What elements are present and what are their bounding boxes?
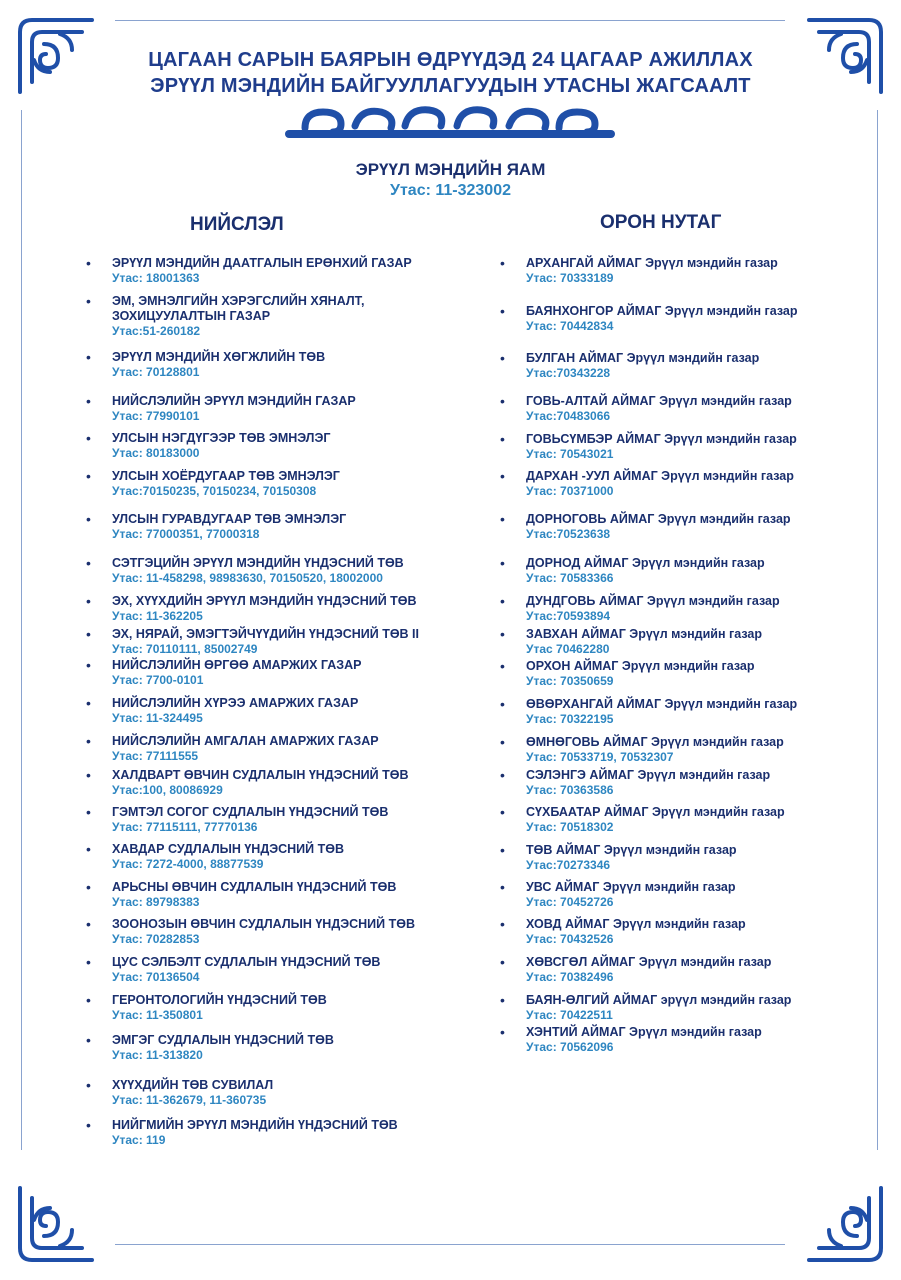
bullet-icon: • bbox=[500, 804, 505, 820]
bullet-icon: • bbox=[86, 593, 91, 609]
org-name-text: ДУНДГОВЬ АЙМАГ bbox=[526, 594, 644, 608]
corner-ornament-bottom-left-icon bbox=[12, 1178, 102, 1268]
bullet-icon: • bbox=[500, 303, 505, 319]
list-item bbox=[86, 841, 344, 872]
org-subtitle: Эрүүл мэндийн газар bbox=[651, 805, 785, 819]
list-item bbox=[86, 468, 340, 499]
list-item bbox=[86, 593, 417, 624]
cloud-ornament-icon bbox=[285, 102, 615, 142]
bullet-icon: • bbox=[86, 954, 91, 970]
list-item bbox=[500, 303, 798, 334]
org-name bbox=[112, 294, 472, 324]
org-subtitle: Эрүүл мэндийн газар bbox=[657, 512, 791, 526]
list-item bbox=[86, 349, 326, 380]
org-name bbox=[526, 432, 797, 447]
org-name bbox=[112, 696, 358, 711]
org-name-text: НИЙГМИЙН ЭРҮҮЛ МЭНДИЙН ҮНДЭСНИЙ ТӨВ bbox=[112, 1118, 398, 1132]
org-name-text: ЭРҮҮЛ МЭНДИЙН ДААТГАЛЫН ЕРӨНХИЙ ГАЗАР bbox=[112, 256, 412, 270]
org-name-text: БАЯН-ӨЛГИЙ АЙМАГ bbox=[526, 993, 658, 1007]
bullet-icon: • bbox=[500, 468, 505, 484]
org-phone: Утас: 70350659 bbox=[526, 674, 614, 688]
org-name-text: ОРХОН АЙМАГ bbox=[526, 659, 619, 673]
org-name-text: ЭРҮҮЛ МЭНДИЙН ХӨГЖЛИЙН ТӨВ bbox=[112, 350, 326, 364]
list-item bbox=[500, 555, 765, 586]
org-subtitle: Эрүүл мэндийн газар bbox=[613, 917, 746, 931]
org-subtitle: Эрүүл мэндийн газар bbox=[626, 351, 760, 365]
org-name bbox=[526, 351, 759, 366]
org-phone: Утас: 77990101 bbox=[112, 409, 200, 423]
bullet-icon: • bbox=[86, 349, 91, 365]
org-name bbox=[112, 394, 356, 409]
org-name-text: СЭТГЭЦИЙН ЭРҮҮЛ МЭНДИЙН ҮНДЭСНИЙ ТӨВ bbox=[112, 556, 404, 570]
org-name bbox=[526, 768, 770, 783]
org-subtitle: Эрүүл мэндийн газар bbox=[646, 594, 780, 608]
bullet-icon: • bbox=[500, 511, 505, 527]
bullet-icon: • bbox=[500, 593, 505, 609]
bullet-icon: • bbox=[500, 626, 505, 642]
org-name-text: ГОВЬСҮМБЭР АЙМАГ bbox=[526, 432, 661, 446]
org-subtitle: Эрүүл мэндийн газар bbox=[629, 627, 762, 641]
org-subtitle: Эрүүл мэндийн газар bbox=[659, 394, 792, 408]
org-name-text: ХЭНТИЙ АЙМАГ bbox=[526, 1025, 626, 1039]
org-name bbox=[526, 556, 765, 571]
org-phone: Утас: 11-313820 bbox=[112, 1048, 203, 1062]
org-name-text: АРХАНГАЙ АЙМАГ bbox=[526, 256, 642, 270]
right-border-line bbox=[877, 110, 878, 1150]
bullet-icon: • bbox=[86, 511, 91, 527]
org-name-text: СҮХБААТАР АЙМАГ bbox=[526, 805, 649, 819]
bottom-border-line bbox=[115, 1244, 785, 1245]
org-phone: Утас: 70333189 bbox=[526, 271, 614, 285]
org-name-text: ТӨВ АЙМАГ bbox=[526, 843, 601, 857]
list-item bbox=[86, 733, 379, 764]
list-item bbox=[500, 734, 784, 765]
org-phone: Утас: 11-324495 bbox=[112, 711, 203, 725]
org-name-text: ЗООНОЗЫН ӨВЧИН СУДЛАЛЫН ҮНДЭСНИЙ ТӨВ bbox=[112, 917, 415, 931]
org-name bbox=[526, 512, 791, 527]
org-name bbox=[112, 993, 327, 1008]
list-item bbox=[86, 916, 415, 947]
page-title-line-1: ЦАГААН САРЫН БАЯРЫН ӨДРҮҮДЭД 24 ЦАГААР АЖИЛЛАХ bbox=[148, 49, 753, 71]
org-phone: Утас: 119 bbox=[112, 1133, 166, 1147]
org-phone: Утас:70273346 bbox=[526, 858, 611, 872]
org-name-text: НИЙСЛЭЛИЙН ХҮРЭЭ АМАРЖИХ ГАЗАР bbox=[112, 696, 359, 710]
bullet-icon: • bbox=[500, 658, 505, 674]
org-phone: Утас: 7700-0101 bbox=[112, 673, 204, 687]
list-item bbox=[86, 992, 327, 1023]
bullet-icon: • bbox=[500, 842, 505, 858]
list-item bbox=[86, 695, 359, 726]
org-name-text: ӨВӨРХАНГАЙ АЙМАГ bbox=[526, 697, 662, 711]
org-phone: Утас: 89798383 bbox=[112, 895, 200, 909]
list-item bbox=[86, 657, 362, 688]
org-name-text: ДОРНОД АЙМАГ bbox=[526, 556, 629, 570]
list-item bbox=[500, 1024, 762, 1055]
org-name-text: ГОВЬ-АЛТАЙ АЙМАГ bbox=[526, 394, 656, 408]
org-phone: Утас:51-260182 bbox=[112, 324, 201, 338]
org-name bbox=[526, 594, 780, 609]
org-name bbox=[526, 469, 794, 484]
list-item bbox=[86, 626, 420, 657]
bullet-icon: • bbox=[500, 954, 505, 970]
org-name bbox=[526, 697, 797, 712]
org-name-text: НИЙСЛЭЛИЙН АМГАЛАН АМАРЖИХ ГАЗАР bbox=[112, 734, 379, 748]
org-name bbox=[526, 880, 736, 895]
org-phone: Утас:70593894 bbox=[526, 609, 611, 623]
bullet-icon: • bbox=[86, 1077, 91, 1093]
org-subtitle: Эрүүл мэндийн газар bbox=[621, 659, 755, 673]
org-name-text: ХӨВСГӨЛ АЙМАГ bbox=[526, 955, 636, 969]
list-item bbox=[86, 1077, 274, 1108]
org-phone: Утас:70150235, 70150234, 70150308 bbox=[112, 484, 317, 498]
org-name-text: СЭЛЭНГЭ АЙМАГ bbox=[526, 768, 634, 782]
org-name-text: ХҮҮХДИЙН ТӨВ СУВИЛАЛ bbox=[112, 1078, 274, 1092]
org-name bbox=[112, 594, 417, 609]
bullet-icon: • bbox=[86, 1032, 91, 1048]
list-item bbox=[86, 293, 472, 339]
org-name bbox=[526, 627, 762, 642]
top-border-line bbox=[115, 20, 785, 21]
org-name bbox=[112, 658, 361, 673]
org-name bbox=[112, 350, 325, 365]
org-phone: Утас: 70110111, 85002749 bbox=[112, 642, 258, 656]
list-item bbox=[86, 954, 381, 985]
list-item bbox=[500, 511, 791, 542]
page-title-line-2: ЭРҮҮЛ МЭНДИЙН БАЙГУУЛЛАГУУДЫН УТАСНЫ ЖАГСААЛТ bbox=[150, 75, 751, 97]
org-phone: Утас: 70518302 bbox=[526, 820, 614, 834]
bullet-icon: • bbox=[500, 1024, 505, 1040]
org-name bbox=[112, 556, 404, 571]
bullet-icon: • bbox=[500, 916, 505, 932]
list-item bbox=[86, 804, 389, 835]
bullet-icon: • bbox=[86, 879, 91, 895]
org-name bbox=[526, 917, 746, 932]
list-item bbox=[500, 431, 797, 462]
list-item bbox=[86, 430, 331, 461]
bullet-icon: • bbox=[86, 626, 91, 642]
org-phone: Утас: 70562096 bbox=[526, 1040, 614, 1054]
org-phone: Утас: 77115111, 77770136 bbox=[112, 820, 258, 834]
list-item bbox=[86, 767, 409, 798]
bullet-icon: • bbox=[500, 696, 505, 712]
list-item bbox=[500, 255, 778, 286]
org-name-text: ӨМНӨГОВЬ АЙМАГ bbox=[526, 735, 648, 749]
org-subtitle: Эрүүл мэндийн газар bbox=[631, 556, 765, 570]
regional-heading: ОРОН НУТАГ bbox=[600, 212, 722, 233]
org-subtitle: Эрүүл мэндийн газар bbox=[602, 880, 736, 894]
list-item bbox=[86, 393, 356, 424]
bullet-icon: • bbox=[86, 841, 91, 857]
org-phone: Утас: 70363586 bbox=[526, 783, 614, 797]
org-subtitle: Эрүүл мэндийн газар bbox=[637, 768, 771, 782]
org-phone: Утас: 70136504 bbox=[112, 970, 200, 984]
org-phone: Утас: 77000351, 77000318 bbox=[112, 527, 260, 541]
org-name-text: БУЛГАН АЙМАГ bbox=[526, 351, 624, 365]
bullet-icon: • bbox=[500, 734, 505, 750]
org-name-text: ХАВДАР СУДЛАЛЫН ҮНДЭСНИЙ ТӨВ bbox=[112, 842, 344, 856]
org-name-text: НИЙСЛЭЛИЙН ӨРГӨӨ АМАРЖИХ ГАЗАР bbox=[112, 658, 362, 672]
bullet-icon: • bbox=[500, 255, 505, 271]
org-subtitle: Эрүүл мэндийн газар bbox=[638, 955, 772, 969]
org-phone: Утас:70523638 bbox=[526, 527, 611, 541]
org-name bbox=[526, 1025, 762, 1040]
org-phone: Утас: 11-362205 bbox=[112, 609, 203, 623]
org-name-text: АРЬСНЫ ӨВЧИН СУДЛАЛЫН ҮНДЭСНИЙ ТӨВ bbox=[112, 880, 397, 894]
org-name-text: ДОРНОГОВЬ АЙМАГ bbox=[526, 512, 655, 526]
bullet-icon: • bbox=[86, 430, 91, 446]
org-phone: Утас: 11-362679, 11-360735 bbox=[112, 1093, 267, 1107]
list-item bbox=[500, 767, 771, 798]
org-name-text: ДАРХАН -УУЛ АЙМАГ bbox=[526, 469, 658, 483]
list-item bbox=[500, 393, 792, 424]
list-item bbox=[500, 593, 780, 624]
org-phone: Утас: 7272-4000, 88877539 bbox=[112, 857, 264, 871]
bullet-icon: • bbox=[86, 916, 91, 932]
org-name-text: ГЕРОНТОЛОГИЙН ҮНДЭСНИЙ ТӨВ bbox=[112, 993, 327, 1007]
list-item bbox=[500, 916, 746, 947]
bullet-icon: • bbox=[86, 293, 91, 309]
org-name-text: ЭМГЭГ СУДЛАЛЫН ҮНДЭСНИЙ ТӨВ bbox=[112, 1033, 334, 1047]
bullet-icon: • bbox=[86, 767, 91, 783]
org-subtitle: Эрүүл мэндийн газар bbox=[664, 697, 798, 711]
org-name bbox=[112, 1118, 398, 1133]
left-border-line bbox=[21, 110, 22, 1150]
list-item bbox=[86, 879, 397, 910]
org-name bbox=[112, 880, 396, 895]
org-name bbox=[112, 627, 419, 642]
org-name bbox=[112, 734, 379, 749]
org-subtitle: Эрүүл мэндийн газар bbox=[645, 256, 778, 270]
org-phone: Утас: 77111555 bbox=[112, 749, 199, 763]
org-name-text: НИЙСЛЭЛИЙН ЭРҮҮЛ МЭНДИЙН ГАЗАР bbox=[112, 394, 356, 408]
org-phone: Утас: 70432526 bbox=[526, 932, 614, 946]
org-phone: Утас:70483066 bbox=[526, 409, 611, 423]
list-item bbox=[500, 658, 755, 689]
org-phone: Утас: 70422511 bbox=[526, 1008, 613, 1022]
org-name bbox=[526, 304, 797, 319]
bullet-icon: • bbox=[86, 555, 91, 571]
list-item bbox=[86, 1032, 334, 1063]
org-phone: Утас: 70442834 bbox=[526, 319, 614, 333]
org-phone: Утас:70343228 bbox=[526, 366, 611, 380]
ministry-phone: Утас: 11-323002 bbox=[390, 182, 511, 199]
list-item bbox=[500, 842, 737, 873]
org-name bbox=[112, 256, 412, 271]
org-name bbox=[526, 805, 785, 820]
org-subtitle: Эрүүл мэндийн газар bbox=[629, 1025, 762, 1039]
org-name bbox=[112, 469, 340, 484]
list-item bbox=[500, 992, 792, 1023]
org-phone: Утас: 80183000 bbox=[112, 446, 200, 460]
bullet-icon: • bbox=[500, 767, 505, 783]
list-item bbox=[500, 696, 798, 727]
org-name-text: УЛСЫН НЭГДҮГЭЭР ТӨВ ЭМНЭЛЭГ bbox=[112, 431, 331, 445]
org-name-text: ЭХ, ХҮҮХДИЙН ЭРҮҮЛ МЭНДИЙН ҮНДЭСНИЙ ТӨВ bbox=[112, 594, 417, 608]
list-item bbox=[86, 1117, 398, 1148]
org-phone: Утас: 70452726 bbox=[526, 895, 614, 909]
bullet-icon: • bbox=[86, 393, 91, 409]
org-name bbox=[526, 735, 784, 750]
org-name-text: УЛСЫН ГУРАВДУГААР ТӨВ ЭМНЭЛЭГ bbox=[112, 512, 347, 526]
org-name bbox=[526, 993, 791, 1008]
org-phone: Утас: 11-458298, 98983630, 70150520, 18002000 bbox=[112, 571, 383, 585]
bullet-icon: • bbox=[86, 804, 91, 820]
org-subtitle: Эрүүл мэндийн газар bbox=[651, 735, 784, 749]
org-subtitle: Эрүүл мэндийн газар bbox=[661, 469, 794, 483]
org-name-text: ХОВД АЙМАГ bbox=[526, 917, 610, 931]
bullet-icon: • bbox=[86, 695, 91, 711]
bullet-icon: • bbox=[500, 555, 505, 571]
org-name bbox=[112, 431, 330, 446]
bullet-icon: • bbox=[500, 431, 505, 447]
org-name bbox=[526, 659, 755, 674]
org-name bbox=[112, 805, 388, 820]
org-name bbox=[112, 842, 344, 857]
list-item bbox=[86, 255, 412, 286]
org-name bbox=[112, 1078, 273, 1093]
org-name-text: ХАЛДВАРТ ӨВЧИН СУДЛАЛЫН ҮНДЭСНИЙ ТӨВ bbox=[112, 768, 409, 782]
org-phone: Утас: 70128801 bbox=[112, 365, 200, 379]
org-phone: Утас: 11-350801 bbox=[112, 1008, 203, 1022]
list-item bbox=[500, 468, 794, 499]
org-name bbox=[112, 1033, 334, 1048]
bullet-icon: • bbox=[86, 657, 91, 673]
org-name bbox=[526, 256, 778, 271]
org-name bbox=[112, 512, 346, 527]
corner-ornament-bottom-right-icon bbox=[799, 1178, 889, 1268]
org-name bbox=[112, 917, 415, 932]
org-name bbox=[526, 394, 792, 409]
ministry-name: ЭРҮҮЛ МЭНДИЙН ЯАМ bbox=[355, 160, 546, 179]
org-phone: Утас: 70282853 bbox=[112, 932, 200, 946]
list-item bbox=[500, 954, 772, 985]
list-item bbox=[500, 350, 760, 381]
org-phone: Утас: 70322195 bbox=[526, 712, 614, 726]
org-phone: Утас: 70533719, 70532307 bbox=[526, 750, 674, 764]
org-name-text: УЛСЫН ХОЁРДУГААР ТӨВ ЭМНЭЛЭГ bbox=[112, 469, 340, 483]
bullet-icon: • bbox=[86, 733, 91, 749]
org-phone: Утас: 70583366 bbox=[526, 571, 614, 585]
org-name-text: УВС АЙМАГ bbox=[526, 880, 600, 894]
bullet-icon: • bbox=[500, 393, 505, 409]
org-name-text: ЭХ, НЯРАЙ, ЭМЭГТЭЙЧҮҮДИЙН ҮНДЭСНИЙ ТӨВ II bbox=[112, 627, 420, 641]
org-phone: Утас 70462280 bbox=[526, 642, 610, 656]
org-name-text: ЗАВХАН АЙМАГ bbox=[526, 627, 626, 641]
org-subtitle: Эрүүл мэндийн газар bbox=[664, 304, 798, 318]
org-name bbox=[112, 955, 380, 970]
org-name bbox=[526, 843, 737, 858]
org-name bbox=[526, 955, 771, 970]
org-subtitle: эрүүл мэндийн газар bbox=[660, 993, 792, 1007]
org-phone: Утас: 70371000 bbox=[526, 484, 614, 498]
org-name-text: БАЯНХОНГОР АЙМАГ bbox=[526, 304, 662, 318]
list-item bbox=[500, 879, 736, 910]
bullet-icon: • bbox=[86, 468, 91, 484]
org-subtitle: Эрүүл мэндийн газар bbox=[664, 432, 797, 446]
org-phone: Утас: 70543021 bbox=[526, 447, 614, 461]
bullet-icon: • bbox=[500, 879, 505, 895]
org-phone: Утас: 70382496 bbox=[526, 970, 614, 984]
org-name bbox=[112, 768, 408, 783]
org-phone: Утас:100, 80086929 bbox=[112, 783, 223, 797]
list-item bbox=[86, 555, 404, 586]
org-name-text: ЦУС СЭЛБЭЛТ СУДЛАЛЫН ҮНДЭСНИЙ ТӨВ bbox=[112, 955, 381, 969]
list-item bbox=[86, 511, 347, 542]
bullet-icon: • bbox=[86, 1117, 91, 1133]
capital-heading: НИЙСЛЭЛ bbox=[190, 214, 284, 235]
list-item bbox=[500, 626, 762, 657]
bullet-icon: • bbox=[500, 992, 505, 1008]
bullet-icon: • bbox=[86, 992, 91, 1008]
bullet-icon: • bbox=[500, 350, 505, 366]
list-item bbox=[500, 804, 785, 835]
org-name-text: ГЭМТЭЛ СОГОГ СУДЛАЛЫН ҮНДЭСНИЙ ТӨВ bbox=[112, 805, 389, 819]
org-subtitle: Эрүүл мэндийн газар bbox=[603, 843, 737, 857]
org-name-text: ЭМ, ЭМНЭЛГИЙН ХЭРЭГСЛИЙН ХЯНАЛТ, ЗОХИЦУУЛАЛТЫН ГАЗАР bbox=[112, 294, 365, 323]
bullet-icon: • bbox=[86, 255, 91, 271]
org-phone: Утас: 18001363 bbox=[112, 271, 200, 285]
